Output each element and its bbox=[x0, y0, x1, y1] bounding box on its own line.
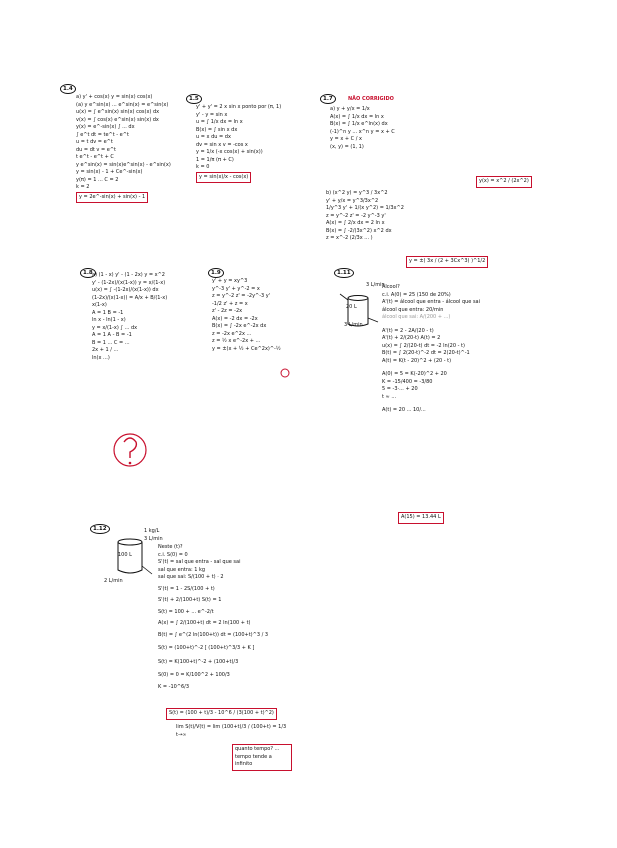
problem-1-7a bbox=[330, 106, 395, 151]
solution-line: c.i. A(0) = 25 (150 de 20%) bbox=[382, 291, 451, 298]
answer-box: quanto tempo? ... tempo tende a infinito bbox=[232, 744, 292, 771]
solution-line: lim S(t)/V(t) = lim (100+t)/3 / (100+t) = 1/3 bbox=[176, 724, 287, 730]
solution-line: 5 = -3·... + 20 bbox=[382, 386, 418, 392]
problem-label-1-11: 1.11 bbox=[334, 268, 354, 278]
solution-line: y' + y' = 2 x sin x ponto por (π, 1) bbox=[196, 104, 282, 110]
solution-line: sal que sai: S/(100 + t) · 2 bbox=[158, 574, 224, 580]
solution-line: y' + y = xy^3 bbox=[212, 278, 248, 284]
answer-box: y(x) = x^2 / (2x^2) bbox=[476, 176, 532, 188]
answer-box: S(t) = (100 + t)/3 - 10^6 / (3(100 + t)^2) bbox=[166, 708, 277, 720]
solution-line: y^-3 y' + y^-2 = x bbox=[212, 285, 260, 292]
solution-line: k = 0 bbox=[196, 164, 210, 170]
problem-1-5 bbox=[196, 104, 281, 183]
solution-line: t→∞ bbox=[176, 731, 187, 738]
solution-line: S'(t) = sal que entra - sal que sai bbox=[158, 559, 241, 565]
solution-line: B(t) = ∫ e^(2 ln(100+t)) dt = (100+t)^3 / 3 bbox=[158, 631, 269, 638]
problem-1-9 bbox=[212, 278, 281, 353]
solution-line: A = 1 A - B = -1 bbox=[92, 332, 132, 338]
problem-label-1-8: 1.8 bbox=[80, 268, 96, 278]
problem-1-7a-answer bbox=[476, 176, 532, 188]
answer-box: A(15) = 13.44 L bbox=[398, 512, 444, 524]
solution-line: a) y + y/x = 1/x bbox=[330, 106, 370, 112]
solution-line: -1/2 z' + z = x bbox=[212, 300, 248, 307]
problem-label-1-4: 1.4 bbox=[60, 84, 76, 94]
solution-line: B(x) = ∫ sin x dx bbox=[196, 126, 238, 133]
solution-line: (1-2x)/(x(1-x)) = A/x + B/(1-x) bbox=[92, 294, 168, 301]
solution-line: y = x + C / x bbox=[330, 136, 362, 142]
solution-line: y(π) = 1 ... C = 2 bbox=[76, 176, 119, 183]
solution-line: A(x) = ∫ 1/x dx = ln x bbox=[330, 113, 384, 120]
solution-line: S'(t) + 2/(100+t) S(t) = 1 bbox=[158, 597, 222, 603]
solution-line: t e^t - e^t + C bbox=[76, 154, 114, 160]
solution-line: A(x) = ∫ 2/x dx = 2 ln x bbox=[326, 220, 385, 226]
solution-line: y' - y = sin x bbox=[196, 111, 228, 118]
solution-line: y = ±(x + ½ + Ce^2x)^-½ bbox=[212, 345, 281, 352]
circled-note-mark bbox=[280, 368, 292, 380]
solution-line: B(x) = ∫ 1/x e^ln(x) dx bbox=[330, 121, 388, 127]
problem-label-1-12: 1.12 bbox=[90, 524, 110, 534]
problem-1-8 bbox=[92, 272, 167, 362]
solution-line: B(x) = ∫ -2x e^-2x dx bbox=[212, 323, 267, 329]
solution-line: z = y^-2 z' = -2 y^-3 y' bbox=[326, 212, 386, 219]
tank-label-volume: 100 L bbox=[118, 552, 132, 558]
solution-line: ln(x ...) bbox=[92, 354, 110, 361]
solution-line: ln x - ln(1 - x) bbox=[92, 317, 126, 323]
solution-line: y' - (1-2x)/(x(1-x)) y = x/(1-x) bbox=[92, 279, 166, 286]
solution-line: y e^sin(x) = sin(x)e^sin(x) - e^sin(x) bbox=[76, 161, 171, 168]
problem-1-12-note bbox=[232, 744, 292, 771]
solution-line: x(1-x) bbox=[92, 302, 107, 308]
solution-line: S(t) = 100 + ... e^-2/t bbox=[158, 608, 214, 615]
solution-line: A'(t) = álcool que entra - álcool que sai bbox=[382, 299, 481, 305]
solution-line: (-1)^n y ... x^n y = x + C bbox=[330, 128, 395, 135]
solution-line: 1/y^3 y' + 1/(x y^2) = 1/3x^2 bbox=[326, 205, 404, 211]
solution-line: B = 1 ... C = ... bbox=[92, 339, 130, 346]
solution-line: z = y^-2 z' = -2y^-3 y' bbox=[212, 293, 271, 299]
problem-label-1-7: 1.7 bbox=[320, 94, 336, 104]
solution-line: Álcool? bbox=[382, 284, 400, 290]
problem-1-7b bbox=[326, 190, 404, 243]
tank-label-out: 3 L/min bbox=[344, 322, 363, 328]
problem-1-12-answer bbox=[166, 708, 277, 720]
solution-line: 2x + 1 / ... bbox=[92, 347, 119, 353]
solution-line: (x, y) = (1, 1) bbox=[330, 143, 364, 150]
tank-label-out: 2 L/min bbox=[104, 578, 123, 584]
solution-line: A(x) = ∫ 2/(100+t) dt = 2 ln(100 + t) bbox=[158, 620, 251, 626]
solution-line: 1 = 1/π (π + C) bbox=[196, 156, 234, 163]
solution-line: du = dt v = e^t bbox=[76, 146, 116, 153]
solution-line: B(x) = ∫ -2/(3x^2) x^2 dx bbox=[326, 227, 392, 234]
problem-1-12 bbox=[158, 544, 268, 691]
solution-line: y' + y/x = y^3/3x^2 bbox=[326, 197, 379, 204]
tank-label-in: 3 L/min bbox=[144, 536, 163, 542]
not-corrected-tag: NÃO CORRIGIDO bbox=[348, 96, 394, 102]
answer-box: y = sin(x)/x - cos(x) bbox=[196, 172, 251, 184]
answer-box: y = ±( 3x / (2 + 3Cx^3) )^1/2 bbox=[406, 256, 488, 268]
solution-line: A(t) = 20 ... 10/... bbox=[382, 407, 426, 413]
problem-1-7b-answer bbox=[406, 256, 488, 268]
problem-1-11 bbox=[382, 284, 480, 415]
solution-line: z' - 2z = -2x bbox=[212, 308, 243, 314]
solution-line: z = ½ x e^-2x + ... bbox=[212, 338, 261, 344]
problem-label-1-5: 1.5 bbox=[186, 94, 202, 104]
solution-line: sal que entra: 1 kg bbox=[158, 566, 206, 573]
solution-line: A'(t) + 2/(20-t) A(t) = 2 bbox=[382, 335, 441, 341]
problem-1-4 bbox=[76, 94, 171, 203]
solution-line: a) (1 - x) y' - (1 - 2x) y = x^2 bbox=[92, 272, 165, 278]
question-mark-doodle bbox=[112, 428, 152, 478]
problem-label-1-9: 1.9 bbox=[208, 268, 224, 278]
solution-line: t ≈ ... bbox=[382, 393, 397, 400]
solution-line: S'(t) = 1 - 2S/(100 + t) bbox=[158, 585, 215, 592]
solution-line: z = x^-2 (2/3x ... ) bbox=[326, 235, 373, 241]
solution-line: u = t dv = e^t bbox=[76, 139, 113, 145]
solution-line: k = 2 bbox=[76, 184, 90, 190]
solution-line: K = -10^6/3 bbox=[158, 683, 190, 690]
solution-line: u = x du = dx bbox=[196, 134, 231, 140]
solution-line: y = sin(x) - 1 + Ce^-sin(x) bbox=[76, 169, 143, 175]
solution-line: A = 1 B = -1 bbox=[92, 309, 124, 316]
solution-line: v(x) = ∫ cos(x) e^sin(x) sin(x) dx bbox=[76, 116, 159, 123]
solution-line: B(t) = ∫ 2(20-t)^-2 dt = 2(20-t)^-1 bbox=[382, 350, 470, 356]
solution-line: A(t) = K(t - 20)^2 + (20 - t) bbox=[382, 357, 452, 364]
solution-line: (a) y e^sin(x) ... e^sin(x) = e^sin(x) bbox=[76, 101, 169, 108]
solution-line: A(x) = -2 dx = -2x bbox=[212, 315, 258, 322]
solution-line: y = 1/x (-x cos(x) + sin(x)) bbox=[196, 149, 263, 155]
solution-line: ∫ e^t dt = te^t - e^t bbox=[76, 131, 129, 138]
solution-line: y(x) = e^-sin(x) ∫ ... dx bbox=[76, 124, 135, 130]
tank-label-in: 3 L/min bbox=[366, 282, 385, 288]
solution-line: a) y' + cos(x) y = sin(x) cos(x) bbox=[76, 94, 153, 100]
solution-line: y = x/(1-x) ∫ ... dx bbox=[92, 324, 138, 331]
solution-line: Neste (t)? bbox=[158, 544, 183, 550]
solution-line: álcool que entra: 20/min bbox=[382, 306, 444, 313]
tank-label-volume: 20 L bbox=[346, 304, 357, 310]
solution-line: u = ∫ 1/x dx = ln x bbox=[196, 119, 243, 125]
solution-line: c.i. S(0) = 0 bbox=[158, 551, 188, 558]
solution-line: K = -15/400 = -3/80 bbox=[382, 378, 433, 385]
solution-line: u(x) = ∫ e^sin(x) sin(x) cos(x) dx bbox=[76, 109, 160, 115]
solution-line: u(x) = ∫ 2/(20-t) dt = -2 ln(20 - t) bbox=[382, 342, 465, 349]
solution-line: A(0) = 5 = K(-20)^2 + 20 bbox=[382, 371, 447, 377]
problem-1-12-limit bbox=[176, 724, 286, 739]
solution-line: A'(t) = 2 - 2A/(20 - t) bbox=[382, 327, 434, 334]
solution-line: u(x) = ∫ -(1-2x)/(x(1-x)) dx bbox=[92, 287, 159, 293]
solution-line: S(t) = K(100+t)^-2 + (100+t)/3 bbox=[158, 658, 239, 665]
solution-line: z = -2x e^2x ... bbox=[212, 330, 252, 337]
solution-line: b) (x^2 y) = y^3 / 3x^2 bbox=[326, 190, 388, 196]
solution-line: S(t) = (100+t)^-2 [ (100+t)^3/3 + K ] bbox=[158, 645, 255, 651]
problem-1-11-answer bbox=[398, 512, 444, 524]
tank-label-concentration: 1 kg/L bbox=[144, 528, 160, 534]
answer-box: y = 2e^-sin(x) + sin(x) - 1 bbox=[76, 192, 148, 204]
solution-line: dv = sin x v = -cos x bbox=[196, 141, 248, 148]
solution-line: S(0) = 0 = K/100^2 + 100/3 bbox=[158, 672, 230, 678]
solution-line: álcool que sai: A/(200 + ...) bbox=[382, 314, 451, 320]
